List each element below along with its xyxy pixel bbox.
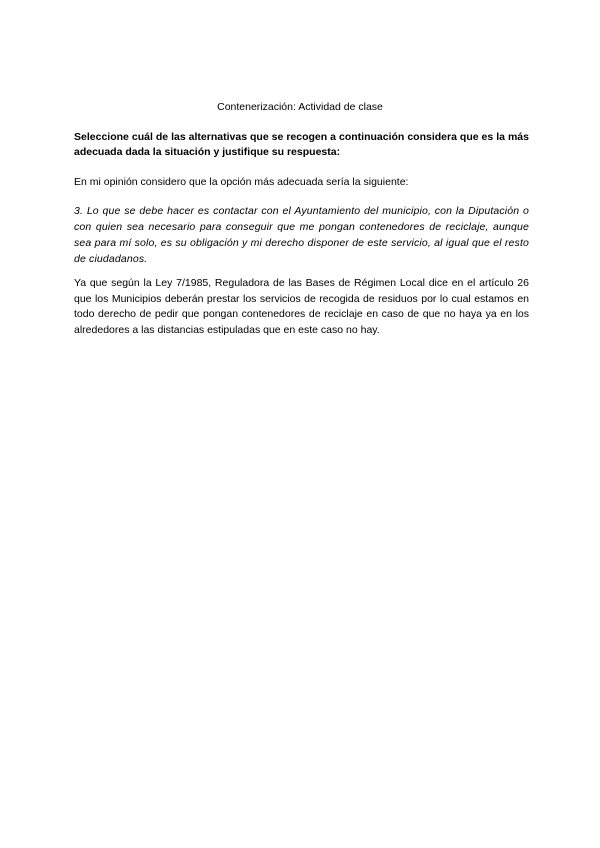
chosen-option-paragraph: 3. Lo que se debe hacer es contactar con el Ayuntamiento del municipio, con la Diputación o con quien sea necesario para conseguir que me pongan contenedores de reciclaje, aunque sea para mí solo, es su obligación y mi derecho disponer de este servicio, al igual que el resto de ciudadanos. bbox=[74, 205, 529, 265]
intro-paragraph: En mi opinión considero que la opción más adecuada sería la siguiente: bbox=[74, 176, 409, 188]
justification-paragraph: Ya que según la Ley 7/1985, Reguladora de las Bases de Régimen Local dice en el artículo 26 que los Municipios deberán prestar los servicios de recogida de residuos por lo cual estamos en todo derecho de pedir que pongan contenedores de reciclaje en caso de que no haya ya en los alrededores a las distancias estipuladas que en este caso no hay. bbox=[74, 277, 529, 336]
question-text: Seleccione cuál de las alternativas que se recogen a continuación considera que es la más adecuada dada la situación y justifique su respuesta: bbox=[74, 131, 529, 158]
document-title: Contenerización: Actividad de clase bbox=[217, 101, 383, 113]
